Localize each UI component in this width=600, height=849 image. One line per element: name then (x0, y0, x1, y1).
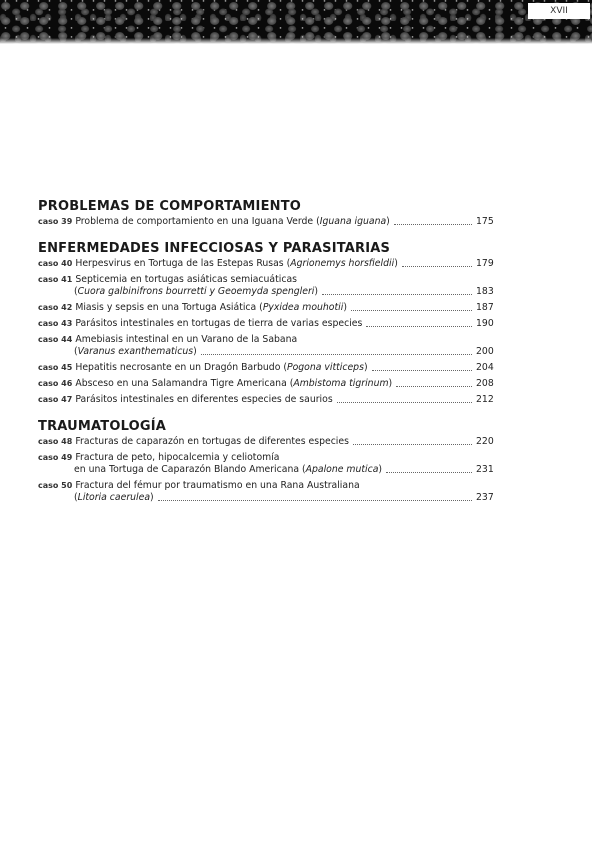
dot-leader (351, 310, 472, 311)
entry-title (38, 302, 347, 314)
title-text: ( (74, 346, 78, 357)
toc-section (38, 418, 492, 504)
title-suffix: ) (378, 464, 383, 475)
page-ref: 175 (476, 216, 494, 227)
entry-title (74, 492, 154, 504)
entry-line (38, 302, 492, 314)
entry-title (38, 452, 279, 464)
entry-title (38, 436, 349, 448)
species-name: Cuora galbinifrons bourretti y Geoemyda spengleri (77, 286, 315, 297)
title-text: Problema de comportamiento en una Iguana Verde ( (75, 216, 320, 227)
title-suffix: ) (394, 258, 398, 269)
title-text: Septicemia en tortugas asiáticas semiacuáticas (75, 274, 297, 285)
species-name: Varanus exanthematicus (77, 346, 194, 357)
section-heading: TRAUMATOLOGÍA (38, 419, 167, 434)
species-name: Litoria caerulea (77, 492, 151, 503)
case-label: caso 44 (38, 335, 73, 344)
title-suffix: ) (343, 302, 347, 313)
species-name: Apalone mutica (305, 464, 379, 475)
entry-line (38, 346, 492, 358)
page-ref: 204 (476, 362, 494, 373)
species-name: Ambistoma tigrinum (293, 378, 389, 389)
case-label: caso 49 (38, 453, 73, 462)
entry-line (38, 452, 492, 464)
entry-line (38, 378, 492, 390)
toc-entry (38, 216, 492, 228)
title-text: Parásitos intestinales en diferentes especies de saurios (75, 394, 333, 405)
toc-entry (38, 274, 492, 298)
title-text: ( (74, 492, 78, 503)
entry-title (38, 318, 362, 330)
entry-line (38, 362, 492, 374)
species-name: Pyxidea mouhotii (262, 302, 344, 313)
title-suffix: ) (150, 492, 154, 503)
toc-entry (38, 362, 492, 374)
section-heading: ENFERMEDADES INFECCIOSAS Y PARASITARIAS (38, 241, 391, 256)
page-ref: 200 (476, 346, 494, 357)
title-text: Fractura de peto, hipocalcemia y celiotomía (75, 452, 280, 463)
title-suffix: ) (388, 378, 393, 389)
title-text: Hepatitis necrosante en un Dragón Barbudo ( (75, 362, 287, 373)
entry-title (38, 480, 360, 492)
case-label: caso 42 (38, 303, 73, 312)
title-suffix: ) (363, 362, 368, 373)
species-name: Pogona vitticeps (286, 362, 364, 373)
toc-entry (38, 436, 492, 448)
dot-leader (402, 266, 472, 267)
title-text: Absceso en una Salamandra Tigre Americana ( (75, 378, 294, 389)
title-text: Parásitos intestinales en tortugas de tierra de varias especies (75, 318, 363, 329)
dot-leader (394, 224, 472, 225)
section-heading: PROBLEMAS DE COMPORTAMIENTO (38, 199, 302, 214)
entry-line (38, 318, 492, 330)
title-suffix: ) (386, 216, 390, 227)
species-name: Agrionemys horsfieldii (290, 258, 395, 269)
entry-line (38, 394, 492, 406)
entry-title (38, 378, 392, 390)
page-number: XVII (528, 3, 590, 19)
toc-section (38, 198, 492, 228)
title-text: Miasis y sepsis en una Tortuga Asiática ( (75, 302, 263, 313)
dot-leader (396, 386, 472, 387)
dot-leader (372, 370, 472, 371)
title-text: Fracturas de caparazón en tortugas de diferentes especies (75, 436, 349, 447)
dot-leader (366, 326, 472, 327)
entry-line (38, 464, 492, 476)
case-label: caso 43 (38, 319, 73, 328)
dot-leader (158, 500, 472, 501)
dot-leader (337, 402, 472, 403)
dot-leader (353, 444, 472, 445)
page-ref: 208 (476, 378, 494, 389)
entry-line (38, 334, 492, 346)
toc-entry (38, 378, 492, 390)
entry-title (38, 216, 390, 228)
title-suffix: ) (193, 346, 197, 357)
entry-line (38, 286, 492, 298)
toc-entry (38, 318, 492, 330)
title-text: Fractura del fémur por traumatismo en una Rana Australiana (75, 480, 360, 491)
dot-leader (386, 472, 472, 473)
entry-line (38, 480, 492, 492)
entry-line (38, 216, 492, 228)
case-label: caso 47 (38, 395, 73, 404)
entry-line (38, 436, 492, 448)
toc-entry (38, 394, 492, 406)
toc-entry (38, 302, 492, 314)
title-suffix: ) (314, 286, 318, 297)
title-text: en una Tortuga de Caparazón Blando Americana ( (74, 464, 306, 475)
case-label: caso 48 (38, 437, 73, 446)
dot-leader (322, 294, 472, 295)
header-banner-texture (0, 0, 592, 44)
entry-title (74, 346, 197, 358)
title-text: Amebiasis intestinal en un Varano de la Sabana (75, 334, 298, 345)
page-ref: 187 (476, 302, 494, 313)
case-label: caso 41 (38, 275, 73, 284)
entry-title (38, 258, 398, 270)
entry-title (38, 334, 297, 346)
page-ref: 190 (476, 318, 494, 329)
page-ref: 237 (476, 492, 494, 503)
dot-leader (201, 354, 472, 355)
entry-title (38, 362, 368, 374)
species-name: Iguana iguana (319, 216, 387, 227)
entry-line (38, 258, 492, 270)
case-label: caso 40 (38, 259, 73, 268)
page-ref: 179 (476, 258, 494, 269)
entry-title (74, 464, 382, 476)
toc-section (38, 240, 492, 406)
toc-entry (38, 334, 492, 358)
entry-title (38, 394, 333, 406)
toc-entry (38, 258, 492, 270)
title-text: Herpesvirus en Tortuga de las Estepas Rusas ( (75, 258, 291, 269)
toc-entry (38, 480, 492, 504)
page-ref: 220 (476, 436, 494, 447)
case-label: caso 45 (38, 363, 73, 372)
entry-line (38, 274, 492, 286)
page-ref: 231 (476, 464, 494, 475)
case-label: caso 46 (38, 379, 73, 388)
case-label: caso 50 (38, 481, 73, 490)
toc-entry (38, 452, 492, 476)
page-ref: 183 (476, 286, 494, 297)
title-text: ( (74, 286, 78, 297)
table-of-contents (38, 198, 492, 516)
entry-line (38, 492, 492, 504)
entry-title (38, 274, 297, 286)
page-ref: 212 (476, 394, 494, 405)
case-label: caso 39 (38, 217, 73, 226)
entry-title (74, 286, 318, 298)
